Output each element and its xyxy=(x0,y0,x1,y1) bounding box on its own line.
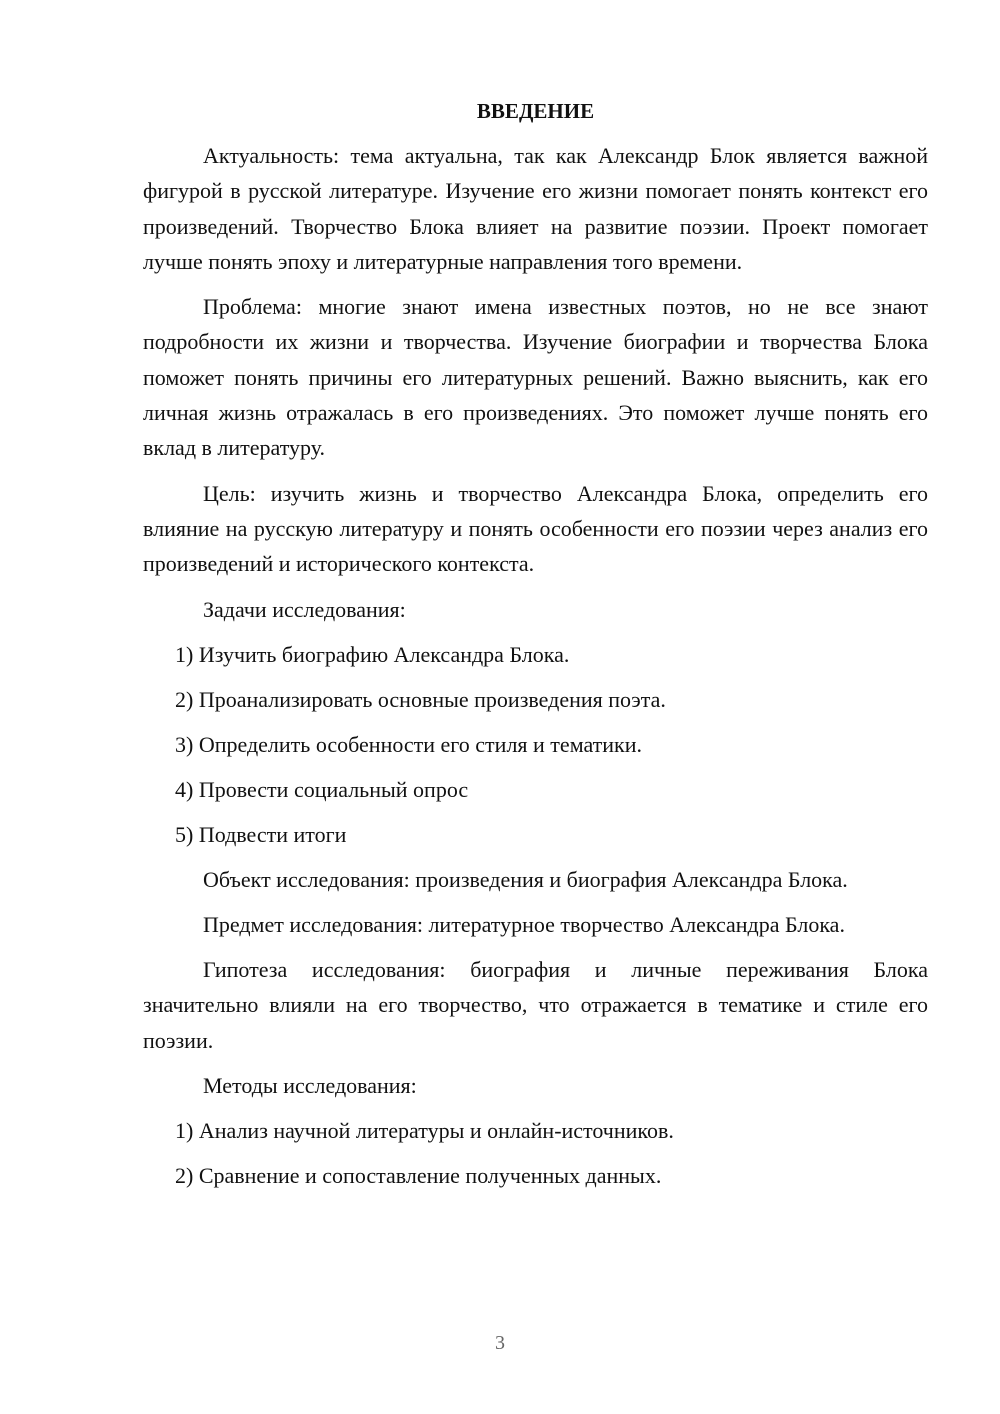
task-item: 5) Подвести итоги xyxy=(175,821,347,847)
hypothesis-paragraph: Гипотеза исследования: биография и личные переживания Блока значительно влияли на его творчество, что отражается в тематике и стиле его поэзии. xyxy=(143,957,928,1053)
section-title: ВВЕДЕНИЕ xyxy=(476,99,595,123)
task-item: 1) Изучить биографию Александра Блока. xyxy=(175,641,570,667)
tasks-heading: Задачи исследования: xyxy=(203,596,406,622)
subject-paragraph: Предмет исследования: литературное творчество Александра Блока. xyxy=(203,911,845,937)
method-item: 1) Анализ научной литературы и онлайн-источников. xyxy=(175,1118,674,1144)
tasks-list xyxy=(143,637,928,852)
document-page xyxy=(143,96,928,1203)
method-item: 2) Сравнение и сопоставление полученных данных. xyxy=(175,1163,662,1189)
problem-paragraph: Проблема: многие знают имена известных поэтов, но не все знают подробности их жизни и творчества. Изучение биографии и творчества Блока поможет понять причины его литературных решений. Важно выяснить, как его личная жизнь отражалась в его произведениях. Это поможет лучше понять его вклад в литературу. xyxy=(143,294,928,461)
methods-list xyxy=(143,1113,928,1193)
task-item: 2) Проанализировать основные произведения поэта. xyxy=(175,686,666,712)
actuality-paragraph: Актуальность: тема актуальна, так как Александр Блок является важной фигурой в русской литературе. Изучение его жизни помогает понять контекст его произведений. Творчество Блока влияет на развитие поэзии. Проект помогает лучше понять эпоху и литературные направления того времени. xyxy=(143,143,928,274)
methods-heading: Методы исследования: xyxy=(203,1073,417,1099)
page-number: 3 xyxy=(495,1332,505,1354)
object-paragraph: Объект исследования: произведения и биография Александра Блока. xyxy=(203,866,848,892)
task-item: 4) Провести социальный опрос xyxy=(175,776,469,802)
goal-paragraph: Цель: изучить жизнь и творчество Александра Блока, определить его влияние на русскую литературу и понять особенности его поэзии через анализ его произведений и исторического контекста. xyxy=(143,480,928,577)
task-item: 3) Определить особенности его стиля и тематики. xyxy=(175,731,643,757)
